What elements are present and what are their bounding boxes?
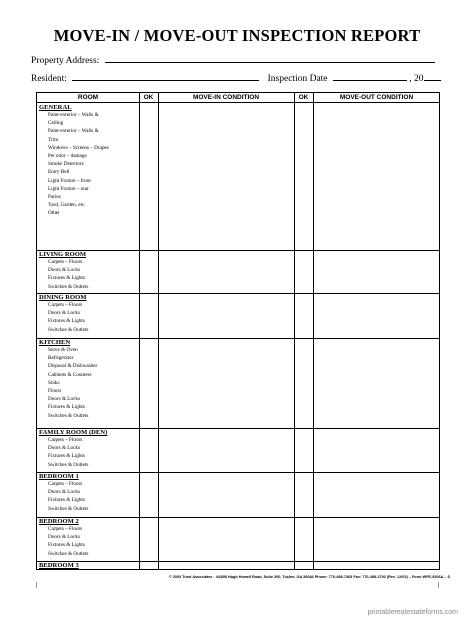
inspection-item: Ceiling — [48, 120, 64, 127]
inspection-item: Fixtures & Lights — [48, 497, 85, 504]
inspection-date-label: Inspection Date — [267, 74, 328, 84]
inspection-item: Windows – Screens – Drapes — [48, 144, 109, 151]
margin-tick — [36, 582, 37, 588]
inspection-date-field[interactable] — [333, 71, 407, 81]
inspection-item: Fixtures & Lights — [48, 404, 85, 411]
inspection-item: Fixtures & Lights — [48, 275, 85, 282]
inspection-item: Light Fixture – front — [48, 177, 91, 184]
inspection-item: Trim — [48, 136, 59, 143]
room-section — [37, 517, 439, 562]
inspection-item: Carpets – Floors — [48, 437, 83, 443]
section-title: BEDROOM 2 — [39, 518, 79, 525]
header-ok-in: OK — [143, 94, 154, 101]
room-section — [37, 561, 439, 571]
inspection-item: Switches & Outlets — [48, 412, 89, 419]
inspection-item: Pet odor – damage — [48, 153, 87, 159]
inspection-item: Smoke Detectors — [48, 161, 84, 168]
inspection-item: Doors & Locks — [48, 489, 80, 496]
inspection-item: Cabinets & Counters — [48, 371, 92, 378]
section-title: FAMILY ROOM (DEN) — [39, 429, 108, 436]
inspection-item: Carpets – Floors — [48, 302, 83, 308]
room-section — [37, 293, 439, 339]
inspection-item: Switches & Outlets — [48, 283, 89, 290]
inspection-item: Doors & Locks — [48, 396, 80, 403]
section-title: LIVING ROOM — [39, 251, 87, 258]
property-address-field[interactable] — [105, 53, 435, 63]
inspection-item: Light Fixture – rear — [48, 185, 89, 192]
inspection-item: Carpets – Floors — [48, 526, 83, 532]
inspection-item: Paint-exterior – Walls & — [48, 128, 99, 135]
room-section — [37, 250, 439, 294]
section-title: DINING ROOM — [39, 294, 87, 301]
inspection-item: Switches & Outlets — [48, 550, 89, 557]
header-move-in: MOVE-IN CONDITION — [192, 94, 260, 101]
inspection-item: Patios — [48, 194, 61, 200]
room-section — [37, 428, 439, 473]
inspection-item: Doors & Locks — [48, 310, 80, 317]
section-title: KITCHEN — [39, 339, 71, 346]
inspection-item: Doors & Locks — [48, 445, 80, 452]
room-section — [37, 103, 439, 251]
inspection-item: Paint-exterior – Walls & — [48, 112, 99, 118]
section-title: GENERAL — [39, 104, 72, 111]
inspection-item: Carpets – Floors — [48, 481, 83, 487]
inspection-item: Other — [48, 210, 60, 217]
inspection-item: Sinks — [48, 379, 60, 386]
inspection-item: Doors & Locks — [48, 534, 80, 541]
inspection-table — [36, 92, 440, 570]
property-address-label: Property Address: — [31, 56, 100, 66]
inspection-item: Switches & Outlets — [48, 326, 89, 333]
margin-tick — [438, 582, 439, 588]
section-title: BEDROOM 3 — [39, 562, 79, 569]
form-footer: © 2003 Trust Associates · 4426B Hugh Howell Road, Suite 200, Tucker, GA 30084 Phone: 770-498-7403 Fax: 770-498-2792 (Rev. 12/03) – Form WFE-9206A – S — [168, 575, 450, 579]
header-ok-out: OK — [298, 94, 309, 101]
year-prefix: , 20 — [409, 74, 424, 84]
inspection-item: Floors — [48, 388, 62, 394]
inspection-item: Doors & Locks — [48, 267, 80, 274]
inspection-item: Switches & Outlets — [48, 461, 89, 468]
page-title: MOVE-IN / MOVE-OUT INSPECTION REPORT — [53, 26, 421, 45]
inspection-item: Switches & Outlets — [48, 505, 89, 512]
inspection-item: Fixtures & Lights — [48, 542, 85, 549]
section-title: BEDROOM 1 — [39, 473, 79, 480]
property-address-row — [31, 53, 435, 66]
header-room: ROOM — [77, 94, 99, 101]
inspection-item: Entry Bell — [48, 169, 70, 176]
room-section — [37, 472, 439, 518]
resident-row — [31, 71, 441, 84]
site-watermark: printablerealestateforms.com — [367, 609, 458, 616]
resident-label: Resident: — [31, 74, 67, 84]
resident-field[interactable] — [72, 71, 259, 81]
year-field[interactable] — [424, 71, 441, 81]
inspection-item: Disposal & Dishwasher — [48, 363, 98, 370]
inspection-item: Yard, Garden, etc. — [48, 202, 86, 209]
room-section — [37, 338, 439, 429]
inspection-item: Refrigerator — [48, 355, 74, 362]
header-move-out: MOVE-OUT CONDITION — [339, 94, 414, 101]
inspection-item: Carpets – Floors — [48, 259, 83, 265]
inspection-item: Fixtures & Lights — [48, 318, 85, 325]
inspection-item: Fixtures & Lights — [48, 453, 85, 460]
inspection-item: Stove & Oven — [48, 347, 78, 353]
